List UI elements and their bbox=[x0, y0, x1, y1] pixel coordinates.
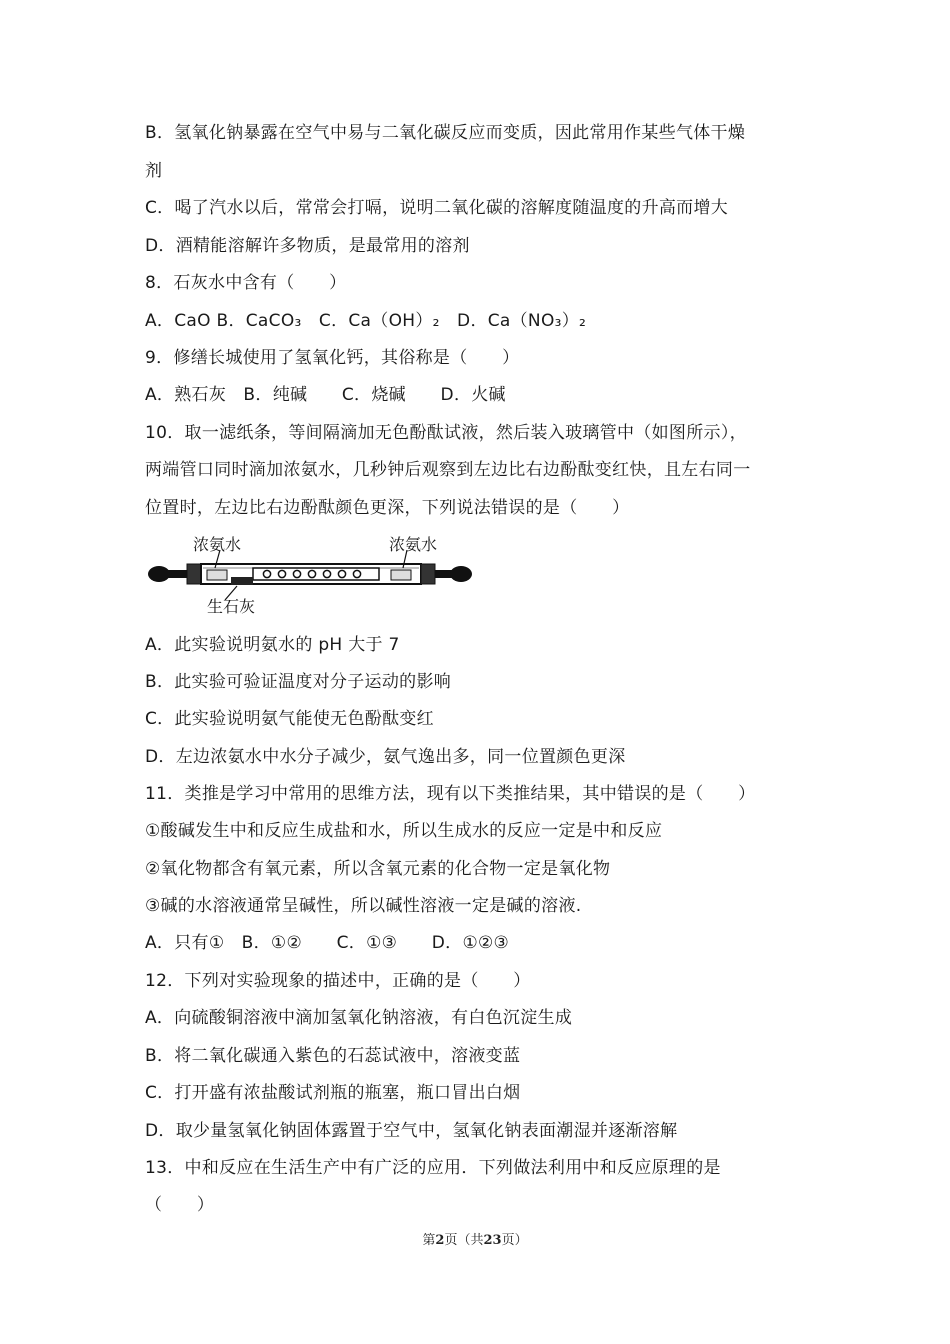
option-a: A．此实验说明氨水的 pH 大于 7 bbox=[145, 635, 400, 655]
footer-page-number: 2 bbox=[435, 1233, 445, 1248]
option-b: B．此实验可验证温度对分子运动的影响 bbox=[145, 672, 452, 692]
text-line: A．CaO B．CaCO₃ C．Ca（OH）₂ D．Ca（NO₃）₂ bbox=[145, 311, 587, 331]
option-d: D．左边浓氨水中水分子减少，氨气逸出多，同一位置颜色更深 bbox=[145, 747, 626, 767]
option-d: D．取少量氢氧化钠固体露置于空气中，氢氧化钠表面潮湿并逐渐溶解 bbox=[145, 1121, 678, 1141]
question-13: 13．中和反应在生活生产中有广泛的应用．下列做法利用中和反应原理的是 bbox=[145, 1158, 721, 1178]
option-c: C．此实验说明氨气能使无色酚酞变红 bbox=[145, 709, 434, 729]
question-10: 10．取一滤纸条，等间隔滴加无色酚酞试液，然后装入玻璃管中（如图所示）， bbox=[145, 423, 747, 443]
text-line: ①酸碱发生中和反应生成盐和水，所以生成水的反应一定是中和反应 bbox=[145, 821, 663, 841]
footer-total-pages: 23 bbox=[483, 1233, 502, 1248]
footer-suffix: 页） bbox=[501, 1233, 528, 1248]
glass-tube-figure bbox=[145, 530, 475, 622]
text-line: ②氧化物都含有氧元素，所以含氧元素的化合物一定是氧化物 bbox=[145, 859, 611, 879]
footer-middle: 页（共 bbox=[444, 1233, 484, 1248]
text-line: 两端管口同时滴加浓氨水，几秒钟后观察到左边比右边酚酞变红快，且左右同一 bbox=[145, 460, 751, 480]
option-b: B．将二氧化碳通入紫色的石蕊试液中，溶液变蓝 bbox=[145, 1046, 521, 1066]
text-line: A．只有① B．①② C．①③ D．①②③ bbox=[145, 933, 510, 953]
label-concentrated-ammonia-left: 浓氨水 bbox=[193, 535, 242, 554]
text-line: 剂 bbox=[145, 161, 163, 181]
option-c: C．打开盛有浓盐酸试剂瓶的瓶塞，瓶口冒出白烟 bbox=[145, 1083, 521, 1103]
text-line: D．酒精能溶解许多物质，是最常用的溶剂 bbox=[145, 236, 470, 256]
page-footer bbox=[0, 1229, 950, 1248]
text-line: ③碱的水溶液通常呈碱性，所以碱性溶液一定是碱的溶液. bbox=[145, 896, 582, 916]
question-8: 8．石灰水中含有（ ） bbox=[145, 273, 347, 293]
option-a: A．向硫酸铜溶液中滴加氢氧化钠溶液，有白色沉淀生成 bbox=[145, 1008, 573, 1028]
text-line: B．氢氧化钠暴露在空气中易与二氧化碳反应而变质，因此常用作某些气体干燥 bbox=[145, 123, 746, 143]
question-12: 12．下列对实验现象的描述中，正确的是（ ） bbox=[145, 971, 531, 991]
text-line: C．喝了汽水以后，常常会打嗝，说明二氧化碳的溶解度随温度的升高而增大 bbox=[145, 198, 729, 218]
question-11: 11．类推是学习中常用的思维方法，现有以下类推结果，其中错误的是（ ） bbox=[145, 784, 756, 804]
text-line: （ ） bbox=[145, 1195, 215, 1215]
label-quicklime: 生石灰 bbox=[207, 597, 256, 616]
question-9: 9．修缮长城使用了氢氧化钙，其俗称是（ ） bbox=[145, 348, 520, 368]
text-line: A．熟石灰 B．纯碱 C．烧碱 D．火碱 bbox=[145, 385, 506, 405]
label-concentrated-ammonia-right: 浓氨水 bbox=[389, 535, 438, 554]
text-line: 位置时，左边比右边酚酞颜色更深，下列说法错误的是（ ） bbox=[145, 498, 630, 518]
footer-prefix: 第 bbox=[422, 1233, 436, 1248]
